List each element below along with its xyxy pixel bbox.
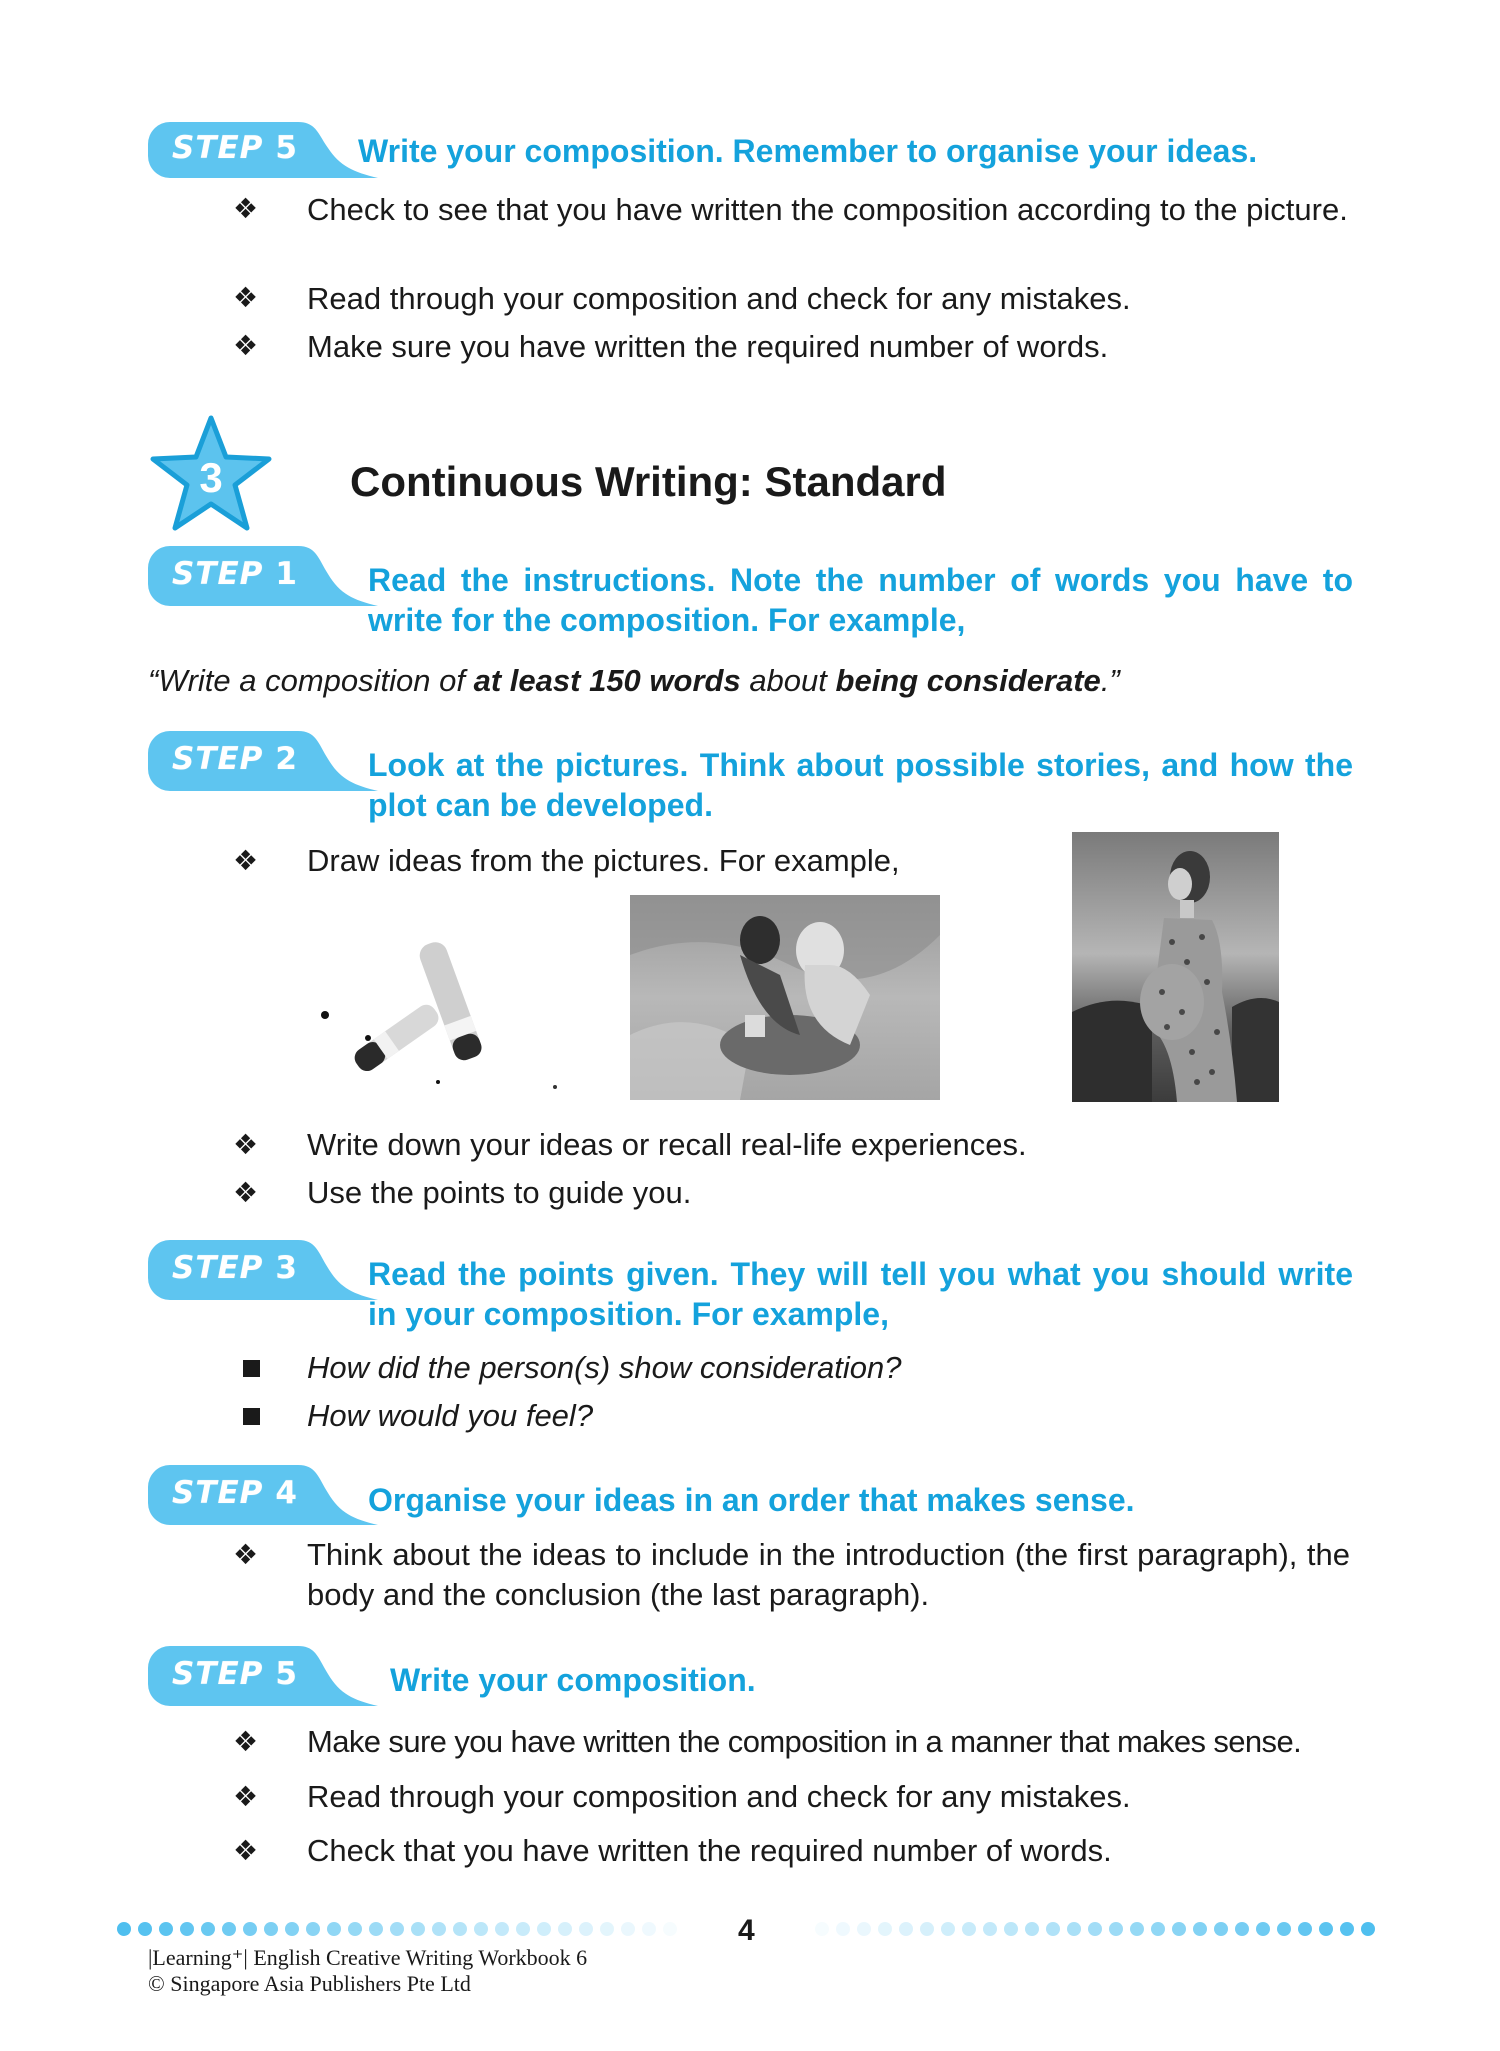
bullet-text: Check that you have written the required number of words. bbox=[307, 1833, 1112, 1868]
footer-dot-icon bbox=[1361, 1922, 1375, 1936]
footer-dot-icon bbox=[411, 1922, 425, 1936]
example-bold-topic: being considerate bbox=[835, 663, 1101, 698]
diamond-bullet-icon: ❖ bbox=[233, 1780, 259, 1813]
beach-children-image-icon bbox=[630, 895, 940, 1100]
step-heading: Write your composition. bbox=[390, 1662, 756, 1698]
bullet-text: Write down your ideas or recall real-life experiences. bbox=[307, 1127, 1027, 1162]
step-5-tab-top bbox=[148, 122, 378, 182]
step-heading: Organise your ideas in an order that makes sense. bbox=[368, 1482, 1135, 1518]
cigarette-butts-photo bbox=[305, 930, 560, 1100]
step-3-tab bbox=[148, 1240, 378, 1300]
footer-dot-icon bbox=[1151, 1922, 1165, 1936]
footer-dot-icon bbox=[1319, 1922, 1333, 1936]
footer-dot-icon bbox=[1298, 1922, 1312, 1936]
page-number: 4 bbox=[738, 1914, 755, 1947]
step-1-tab bbox=[148, 546, 378, 606]
bullet-text: Read through your composition and check for any mistakes. bbox=[307, 281, 1131, 316]
footer-dot-icon bbox=[1277, 1922, 1291, 1936]
step-word: STEP bbox=[172, 130, 264, 166]
footer-dot-icon bbox=[348, 1922, 362, 1936]
step-5-tab bbox=[148, 1646, 378, 1706]
footer-dot-icon bbox=[962, 1922, 976, 1936]
footer-dot-icon bbox=[285, 1922, 299, 1936]
step-number: 3 bbox=[275, 1250, 298, 1286]
footer-dot-icon bbox=[836, 1922, 850, 1936]
step-number: 5 bbox=[275, 130, 298, 166]
diamond-bullet-icon: ❖ bbox=[233, 281, 259, 314]
section-title: Continuous Writing: Standard bbox=[350, 458, 947, 505]
footer-dot-icon bbox=[1235, 1922, 1249, 1936]
footer-dot-icon bbox=[117, 1922, 131, 1936]
step-2-tab bbox=[148, 731, 378, 791]
footer-dot-icon bbox=[1025, 1922, 1039, 1936]
step-word: STEP bbox=[172, 556, 264, 592]
step-number: 4 bbox=[275, 1475, 298, 1511]
step-word: STEP bbox=[172, 741, 264, 777]
footer-dot-icon bbox=[243, 1922, 257, 1936]
footer-dot-icon bbox=[558, 1922, 572, 1936]
footer-dot-icon bbox=[1088, 1922, 1102, 1936]
footer-dot-icon bbox=[1067, 1922, 1081, 1936]
footer-dot-icon bbox=[432, 1922, 446, 1936]
book-title: |Learning⁺| English Creative Writing Workbook 6 bbox=[148, 1945, 588, 1970]
diamond-bullet-icon: ❖ bbox=[233, 1725, 259, 1758]
example-text: about bbox=[740, 663, 836, 698]
footer-dot-icon bbox=[390, 1922, 404, 1936]
step-heading: Read the points given. They will tell you what you should write in your composition. For example, bbox=[368, 1256, 1353, 1332]
footer-dot-icon bbox=[180, 1922, 194, 1936]
square-bullet-icon bbox=[243, 1408, 260, 1425]
step-heading: Write your composition. Remember to organise your ideas. bbox=[358, 133, 1258, 169]
example-text: Write a composition of bbox=[158, 663, 474, 698]
bullet-text: Use the points to guide you. bbox=[307, 1175, 692, 1210]
footer-dot-icon bbox=[815, 1922, 829, 1936]
footer-dot-icon bbox=[941, 1922, 955, 1936]
bullet-text: Check to see that you have written the composition according to the picture. bbox=[307, 192, 1348, 227]
step-number: 5 bbox=[275, 1656, 298, 1692]
footer-dot-icon bbox=[899, 1922, 913, 1936]
footer-dot-icon bbox=[1004, 1922, 1018, 1936]
example-instruction bbox=[148, 661, 1120, 701]
guiding-point: How would you feel? bbox=[307, 1398, 594, 1433]
footer-dot-icon bbox=[1109, 1922, 1123, 1936]
step-number: 1 bbox=[275, 556, 298, 592]
diamond-bullet-icon: ❖ bbox=[233, 1176, 259, 1209]
footer-dot-icon bbox=[1172, 1922, 1186, 1936]
footer-dot-icon bbox=[642, 1922, 656, 1936]
footer-dot-icon bbox=[1256, 1922, 1270, 1936]
step-number: 2 bbox=[275, 741, 298, 777]
footer-dot-icon bbox=[579, 1922, 593, 1936]
section-star-badge bbox=[145, 412, 277, 538]
footer-dot-icon bbox=[201, 1922, 215, 1936]
diamond-bullet-icon: ❖ bbox=[233, 1834, 259, 1867]
footer-dot-icon bbox=[327, 1922, 341, 1936]
guiding-point: How did the person(s) show consideration? bbox=[307, 1350, 902, 1385]
footer-dot-icon bbox=[621, 1922, 635, 1936]
footer-dot-icon bbox=[495, 1922, 509, 1936]
footer-dot-icon bbox=[537, 1922, 551, 1936]
footer-dot-icon bbox=[920, 1922, 934, 1936]
footer-dot-icon bbox=[264, 1922, 278, 1936]
footer-dot-icon bbox=[1214, 1922, 1228, 1936]
footer-dot-icon bbox=[600, 1922, 614, 1936]
footer-dot-icon bbox=[474, 1922, 488, 1936]
footer-dot-icon bbox=[369, 1922, 383, 1936]
pregnant-woman-image-icon bbox=[1072, 832, 1279, 1102]
square-bullet-icon bbox=[243, 1360, 260, 1377]
footer-dot-rule-right bbox=[815, 1922, 1375, 1936]
copyright: © Singapore Asia Publishers Pte Ltd bbox=[148, 1971, 471, 1996]
footer-dot-icon bbox=[1193, 1922, 1207, 1936]
bullet-text: Draw ideas from the pictures. For example, bbox=[307, 843, 900, 878]
footer-dot-icon bbox=[878, 1922, 892, 1936]
footer-dot-icon bbox=[222, 1922, 236, 1936]
pregnant-woman-photo bbox=[1072, 832, 1279, 1102]
step-4-tab bbox=[148, 1465, 378, 1525]
example-bold-words: at least 150 words bbox=[473, 663, 741, 698]
step-word: STEP bbox=[172, 1656, 264, 1692]
diamond-bullet-icon: ❖ bbox=[233, 1128, 259, 1161]
footer-dot-icon bbox=[663, 1922, 677, 1936]
quote-mark: .” bbox=[1100, 663, 1120, 698]
diamond-bullet-icon: ❖ bbox=[233, 844, 259, 877]
footer-dot-rule-left bbox=[117, 1922, 677, 1936]
bullet-text: Make sure you have written the composition in a manner that makes sense. bbox=[307, 1724, 1302, 1759]
footer-dot-icon bbox=[983, 1922, 997, 1936]
bullet-text: Make sure you have written the required number of words. bbox=[307, 329, 1109, 364]
step-word: STEP bbox=[172, 1475, 264, 1511]
quote-mark: “ bbox=[148, 663, 159, 698]
step-heading: Read the instructions. Note the number of words you have to write for the composition. For example, bbox=[368, 562, 1353, 638]
bullet-text: Read through your composition and check for any mistakes. bbox=[307, 1779, 1131, 1814]
diamond-bullet-icon: ❖ bbox=[233, 329, 259, 362]
footer-dot-icon bbox=[1340, 1922, 1354, 1936]
step-word: STEP bbox=[172, 1250, 264, 1286]
footer-dot-icon bbox=[453, 1922, 467, 1936]
bullet-text: Think about the ideas to include in the introduction (the first paragraph), the body and the conclusion (the last paragraph). bbox=[307, 1537, 1350, 1612]
footer-dot-icon bbox=[857, 1922, 871, 1936]
cigarette-butts-image-icon bbox=[305, 930, 560, 1100]
diamond-bullet-icon: ❖ bbox=[233, 1538, 259, 1571]
footer-dot-icon bbox=[1130, 1922, 1144, 1936]
section-number: 3 bbox=[199, 454, 223, 501]
children-sandcastle-photo bbox=[630, 895, 940, 1100]
footer-dot-icon bbox=[516, 1922, 530, 1936]
footer-dot-icon bbox=[306, 1922, 320, 1936]
footer-dot-icon bbox=[159, 1922, 173, 1936]
footer-dot-icon bbox=[138, 1922, 152, 1936]
footer-dot-icon bbox=[1046, 1922, 1060, 1936]
diamond-bullet-icon: ❖ bbox=[233, 192, 259, 225]
step-heading: Look at the pictures. Think about possible stories, and how the plot can be developed. bbox=[368, 747, 1353, 823]
